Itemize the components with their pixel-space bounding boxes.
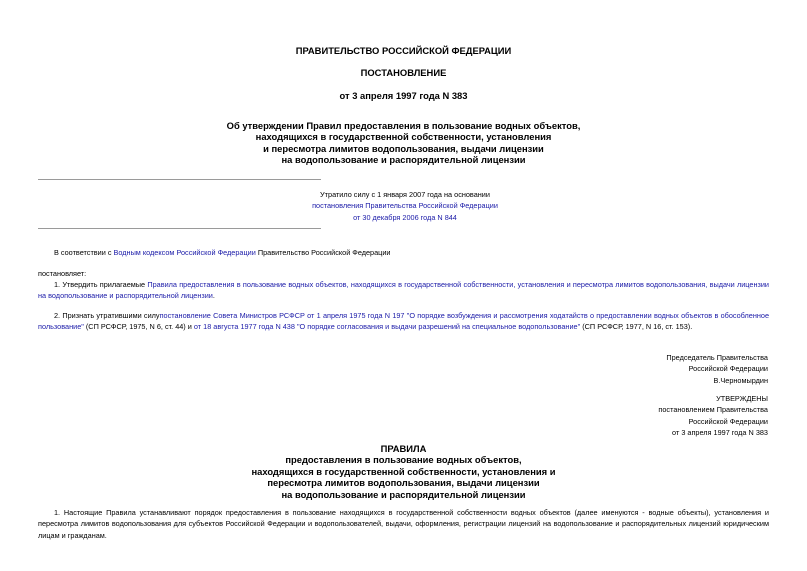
approval-authority: постановлением Правительства (658, 405, 768, 415)
item1-prefix: 1. Утвердить прилагаемые (54, 280, 148, 289)
rules-link[interactable]: Правила предоставления в пользование водных объектов, находящихся в государственной собственности, установления и пересмотра лимитов водопользования, выдачи лицензии на водопользование и распорядительной лицензии (38, 280, 769, 301)
document-type: ПОСТАНОВЛЕНИЕ (360, 67, 447, 78)
rules-title-line: находящихся в государственной собственности, установления и (251, 465, 556, 477)
item2-prefix: 2. Признать утратившими силу (54, 311, 160, 320)
preamble-prefix: В соответствии с (54, 248, 114, 257)
rules-title-line: предоставления в пользование водных объектов, (285, 454, 522, 466)
rsfsr-decree-197-link[interactable]: постановление Совета Министров РСФСР от 1 апреля 1975 года N 197 "О порядке возбуждения и рассмотрения ходатайств о предоставлении водных объектов в обособленное пользование" (38, 311, 770, 332)
item2-suffix: (СП РСФСР, 1977, N 16, ст. 153). (580, 322, 693, 332)
title-line: и пересмотра лимитов водопользования, выдачи лицензии (263, 142, 544, 154)
item2-mid: (СП РСФСР, 1975, N 6, ст. 44) и (83, 322, 194, 332)
rules-title-line: пересмотра лимитов водопользования, выдачи лицензии (267, 477, 540, 489)
status-note-text: Утратило силу с 1 января 2007 года на основании (320, 190, 490, 199)
preamble-suffix: Правительство Российской Федерации (255, 248, 391, 257)
signature-block (560, 352, 768, 386)
rsfsr-decree-438-link[interactable]: от 18 августа 1977 года N 438 "О порядке согласования и выдачи разрешений на специальное водопользование" (193, 322, 581, 332)
repeal-decree-link[interactable]: постановления Правительства Российской Федерации (312, 201, 498, 211)
water-code-link[interactable]: Водным кодексом Российской Федерации (113, 248, 256, 257)
approval-date: от 3 апреля 1997 года N 383 (672, 428, 768, 438)
item1-suffix: . (212, 291, 215, 301)
approval-label: УТВЕРЖДЕНЫ (716, 394, 768, 403)
rules-title-line: на водопользование и распорядительной лицензии (281, 488, 526, 500)
rules-heading (0, 443, 807, 500)
decree-item-2 (38, 310, 769, 333)
rules-title: ПРАВИЛА (380, 443, 427, 454)
document-title (0, 120, 807, 166)
divider-bottom (38, 228, 321, 229)
signature-country: Российской Федерации (688, 364, 768, 374)
document-date-number: от 3 апреля 1997 года N 383 (339, 90, 468, 101)
divider-top (38, 179, 321, 180)
decree-item-1 (38, 279, 769, 302)
preamble (38, 247, 769, 258)
status-note (210, 189, 600, 223)
signature-position: Председатель Правительства (666, 353, 768, 362)
repeal-decree-date-link[interactable]: от 30 декабря 2006 года N 844 (353, 212, 457, 222)
rules-item-1: 1. Настоящие Правила устанавливают порядок предоставления в пользование находящихся в государственной собственности водных объектов (далее именуются - водные объекты), установления и пересмотра лимитов водопользования для субъектов Российской Федерации и водопользователей, выдачи, оформления, регистрации лицензий на водопользование и распорядительных лицензий юридическим лицам и гражданам. (38, 508, 769, 540)
title-line: на водопользование и распорядительной лицензии (281, 154, 526, 166)
decides-text: постановляет: (38, 269, 87, 278)
approval-block (560, 393, 768, 439)
approval-country: Российской Федерации (688, 416, 768, 426)
title-line: находящихся в государственной собственности, установления (255, 131, 552, 143)
government-heading: ПРАВИТЕЛЬСТВО РОССИЙСКОЙ ФЕДЕРАЦИИ (295, 45, 512, 56)
title-line: Об утверждении Правил предоставления в пользование водных объектов, (226, 120, 581, 131)
signature-name: В.Черномырдин (713, 375, 768, 385)
